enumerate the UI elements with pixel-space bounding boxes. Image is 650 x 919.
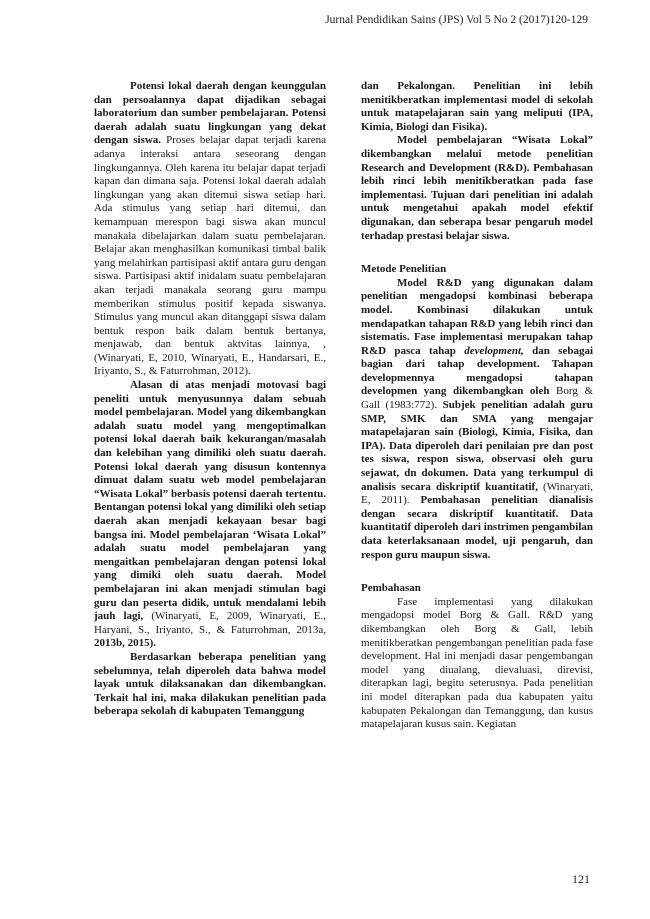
running-header: Jurnal Pendidikan Sains (JPS) Vol 5 No 2 (2017)120-129 [325,14,588,26]
paragraph [361,277,593,562]
text-run: (Winaryati, E, 2009, Winaryati, E., Haryani, S., Iriyanto, S., & Faturrohman, 2013a, [94,610,326,636]
paragraph [94,379,326,651]
paragraph [361,134,593,243]
paragraph [361,596,593,732]
metode-heading: Metode Penelitian [361,263,447,276]
left-column [94,80,326,719]
page-number: 121 [572,872,590,886]
text-run: dan sebagai bagian dari tahap development. Tahapan developmennya mengadopsi tahapan developmen yang dikembangkan oleh [361,344,593,398]
text-run: Berdasarkan beberapa penelitian yang sebelumnya, telah diperoleh data bahwa model layak untuk dilaksanakan dan dikembangkan. Terkait hal ini, maka dilakukan penelitian pada beberapa sekolah di kabupaten Temanggung [94,650,326,718]
text-run: Pembahasan penelitian dianalisis dengan secara diskriptif kuantitatif. Data kuantitatif diperoleh dari instrimen pengambilan data keterlaksanaan model, uji pengaruh, dan respon guru maupun siswa. [361,494,593,561]
intro-continuation [361,80,593,243]
text-run: Alasan di atas menjadi motovasi bagi peneliti untuk menyusunnya dalam sebuah model pembelajaran. Model yang dikembangkan adalah suatu model yang mengoptimalkan potensi lokal daerah baik kekurangan/masalah dan kelebihan yang dimiliki oleh suatu daerah. Potensi lokal daerah yang disusun kontennya dimuat dalam suatu web model pembelajaran “Wisata Lokal” berbasis potensi daerah tertentu. Bentangan potensi lokal yang dimiliki oleh setiap daerah akan menjadi kekayaan besar bagi bangsa ini. Model pembelajaran ‘Wisata Lokal” adalah suatu model pembelajaran yang mengaitkan pembelajaran dengan potensi lokal yang dimiki oleh suatu daerah. Model pembelajaran ini akan menjadi stimulan bagi guru dan peserta didik, untuk mendalami lebih jauh lagi, [94,379,326,623]
paragraph [361,80,593,134]
pembahasan-heading: Pembahasan [361,582,421,595]
text-run: Model R&D yang digunakan dalam penelitian mengadopsi kombinasi beberapa model. Kombinasi dilakukan untuk mendapatkan tahapan R&D yang lebih rinci dan sistematis. Fase implementasi merupakan tahap R&D pasca tahap [361,276,593,357]
text-run: dan Pekalongan. Penelitian ini lebih menitikberatkan implementasi model di sekolah untuk matapelajaran sain yang meliputi (IPA, Kimia, Biologi dan Fisika). [361,80,593,133]
paragraph [94,80,326,379]
text-run: Subjek penelitian adalah guru SMP, SMK dan SMA yang mengajar matapelajaran sain (Biologi, Kimia, Fisika, dan IPA). Data diperoleh dari penilaian pre dan post tes siswa, respon siswa, observasi oleh guru sejawat, dn dokumen. Data yang terkumpul di analisis secara diskriptif kuantitatif, [361,399,593,493]
text-run: 2013b, 2015). [94,637,157,650]
right-column [361,80,593,732]
metode-body [361,277,593,562]
text-run: Model pembelajaran “Wisata Lokal” dikembangkan melalui metode penelitian Research and Development (R&D). Pembahasan lebih rinci lebih menitikberatkan pada fase implementasi. Tujuan dari penelitian ini adalah untuk mengetahui apakah model efektif digunakan, dan seberapa besar pengaruh model terhadap prestasi belajar siswa. [361,134,593,242]
text-run: Potensi lokal daerah dengan keunggulan dan persoalannya dapat dijadikan sebagai laboratorium dan sumber pembelajaran. Potensi daerah adalah suatu lingkungan yang dekat dengan siswa. [94,80,326,147]
text-run: development, [464,344,524,357]
paragraph [94,651,326,719]
text-run: Borg & Gall (1983:772). [361,385,594,412]
pembahasan-body [361,596,593,732]
text-run: Proses belajar dapat terjadi karena adanya interaksi antara seseorang dengan lingkungannya. Oleh karena itu belajar dapat terjadi kapan dan dimana saja. Potensi lokal daerah adalah lingkungan yang akan ditemui siswa setiap hari. Ada stimulus yang setiap hari ditemui, dan kemampuan merespon bagi siswa akan muncul manakala dibelajarkan dalam suatu pembelajaran. Belajar akan menghasilkan komunikasi timbal balik yang melahirkan partisipasi aktif antara guru dengan siswa. Partisipasi aktif inidalam suatu pembelajaran akan terjadi manakala seorang guru mampu memberikan stimulus positif kepada siswanya. Stimulus yang muncul akan ditanggapi siswa dalam bentuk respon baik dalam bentuk bertanya, menjawab, dan bentuk aktvitas lainnya, , (Winaryati, E, 2010, Winaryati, E., Handarsari, E., Iriyanto, S., & Faturrohman, 2012). [94,134,327,378]
left-body [94,80,326,719]
text-run: Fase implementasi yang dilakukan mengadopsi model Borg & Gall. R&D yang dikembangkan oleh Borg & Gall, lebih menitikberatkan pengembangan penelitian pada fase development. Hal ini menjadi dasar pengembangan model yang diualang, dievaluasi, direvisi, diterapkan lagi, begitu seterusnya. Pada penelitian ini model diterapkan pada dua kabupaten yaitu kabupaten Pekalongan dan Temanggung, dan kusus matapelajaran kusus sain. Kegiatan [361,595,593,731]
text-run: (Winaryati, E, 2011). [361,480,594,507]
